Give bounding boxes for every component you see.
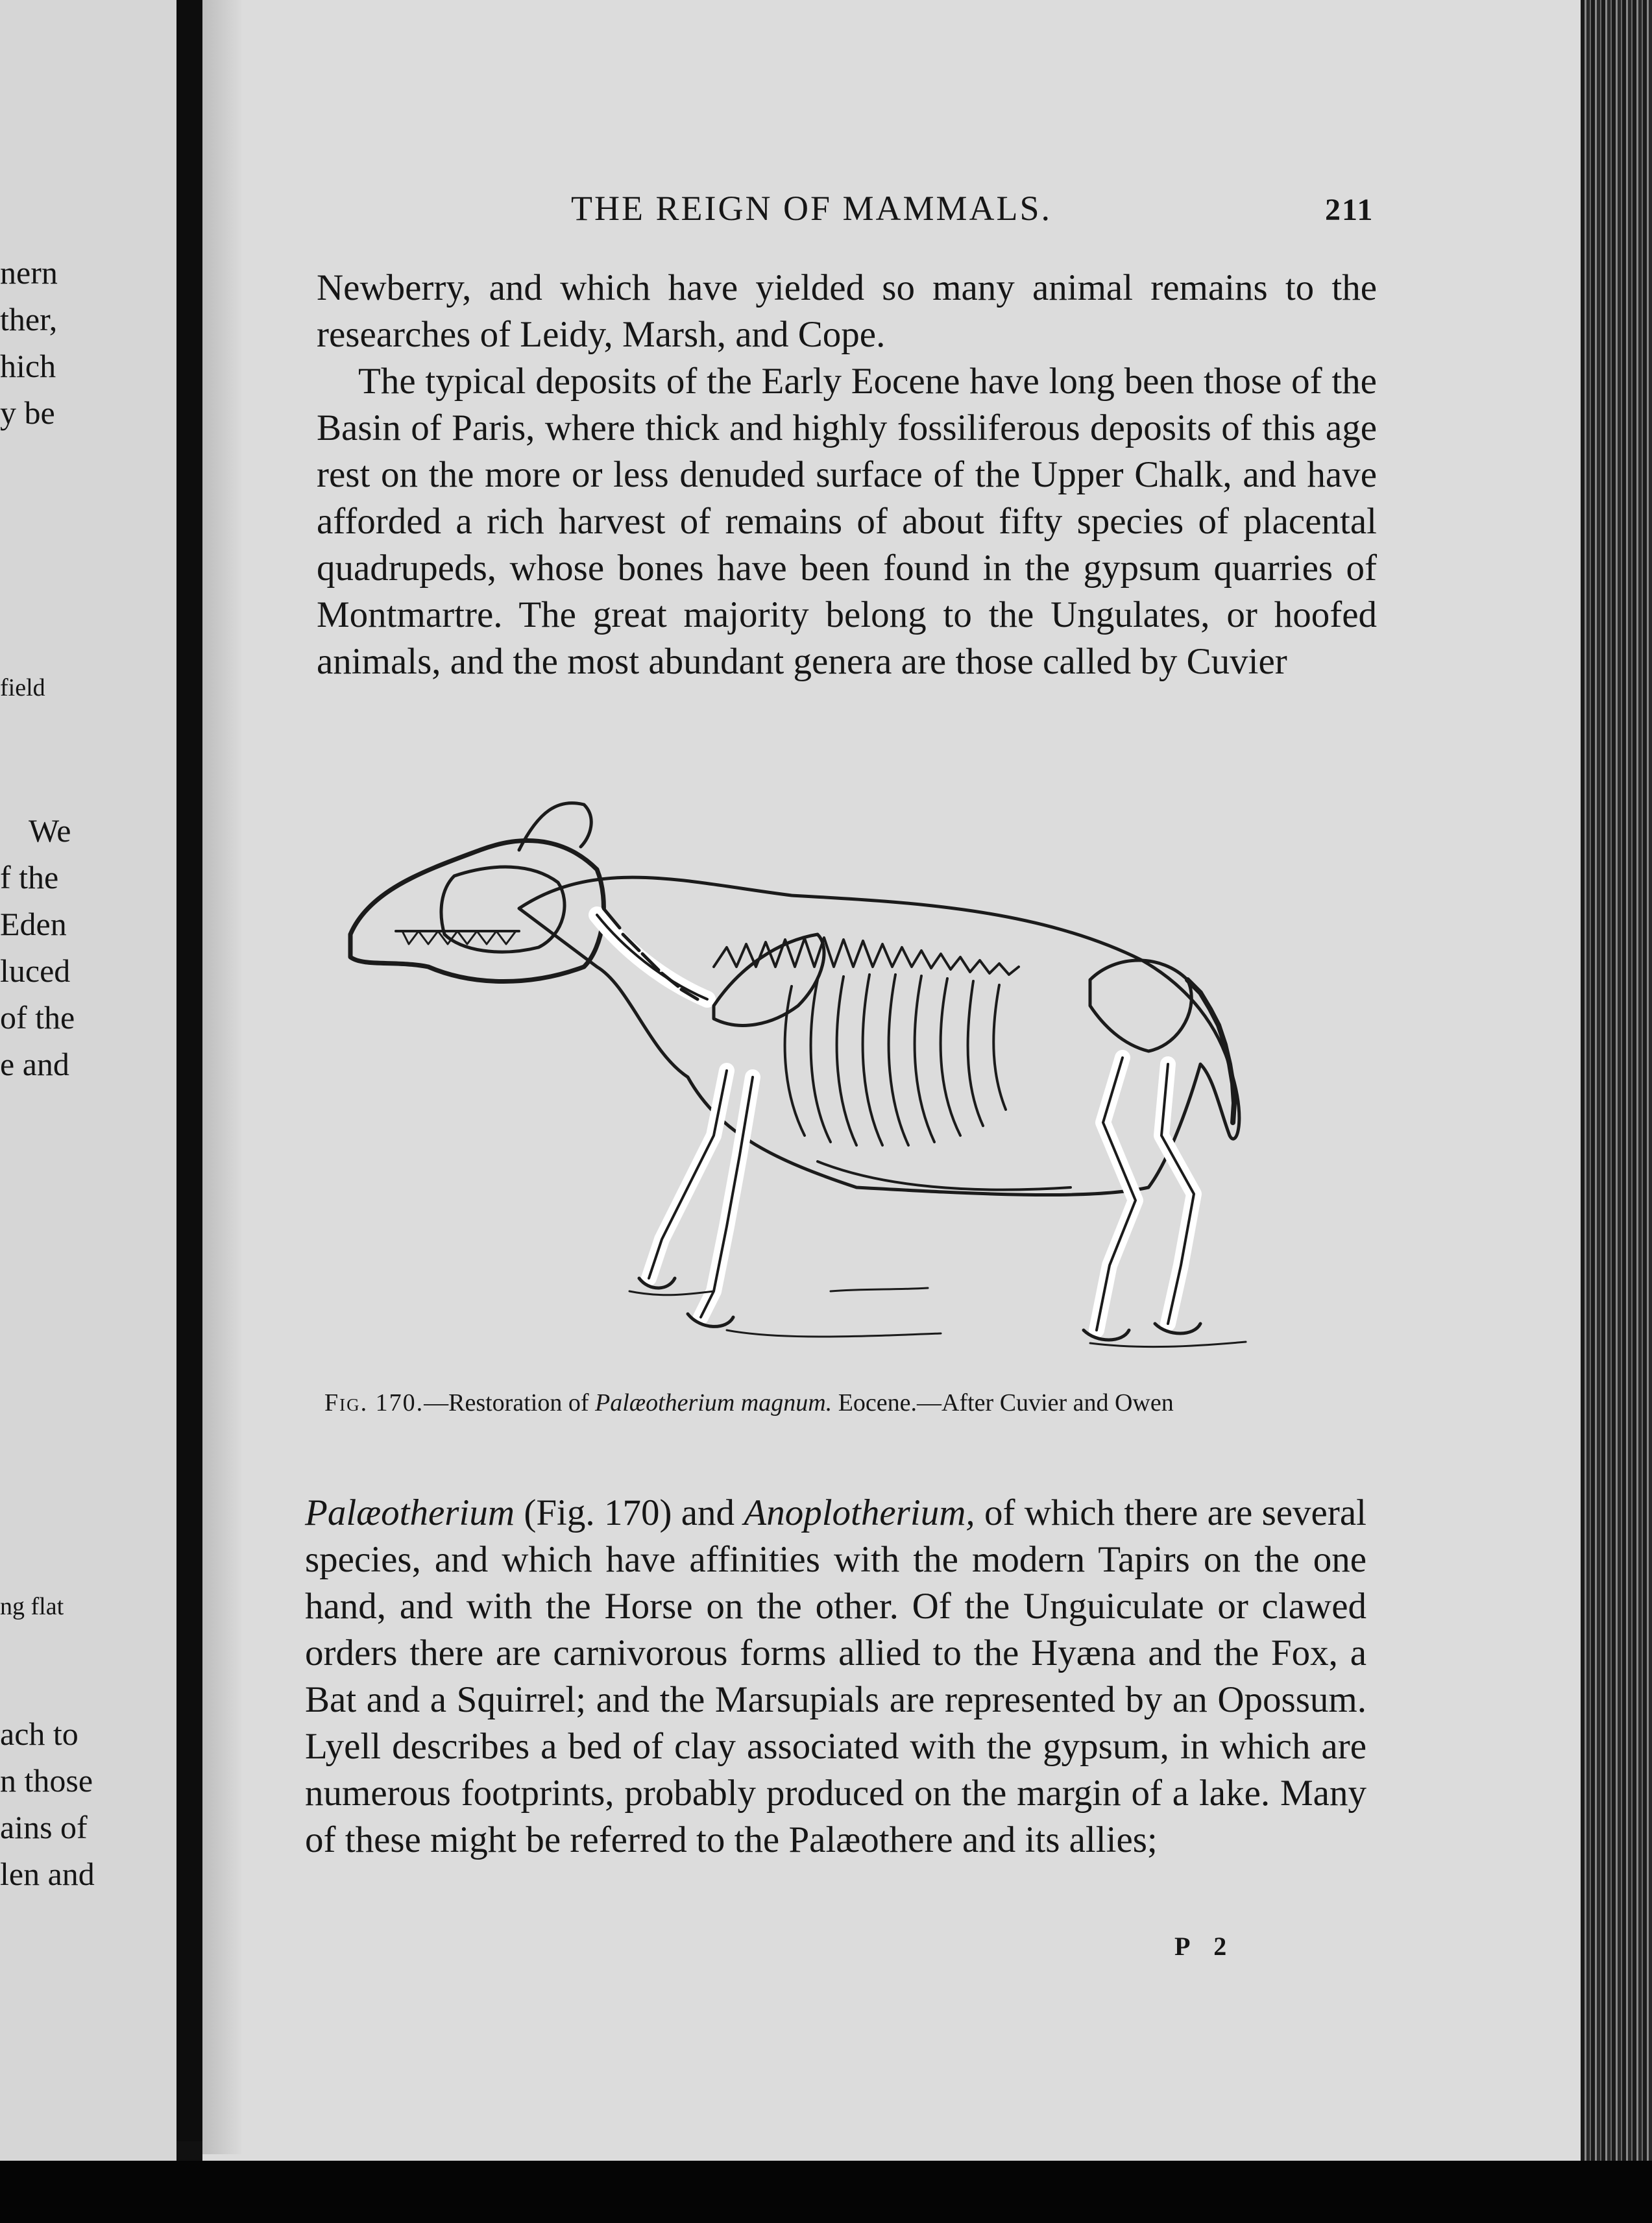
left-page [0, 0, 176, 2161]
figure-caption [324, 1389, 1363, 1417]
left-fragment: We [29, 812, 71, 849]
paragraph-1: Newberry, and which have yielded so many animal remains to the researches of Leidy, Marsh, and Cope. [317, 267, 1377, 355]
left-fragment: len and [0, 1856, 95, 1892]
page-edges [1581, 0, 1652, 2161]
signature-mark: P 2 [1174, 1932, 1236, 1961]
caption-label: Fig. 170. [324, 1389, 424, 1416]
left-fragment: ains of [0, 1809, 88, 1845]
left-fragment: luced [0, 953, 71, 989]
page-number: 211 [1325, 193, 1374, 227]
left-fragment: field [0, 674, 45, 701]
book-gutter [176, 0, 202, 2141]
paragraph-3-text: (Fig. 170) and [515, 1492, 744, 1533]
caption-source: Eocene.—After Cuvier and Owen [832, 1389, 1174, 1416]
paragraph-2: The typical deposits of the Early Eocene have long been those of the Basin of Paris, where thick and highly fossiliferous deposits of this age rest on the more or less denuded surface of the Upper Chalk, and have afforded a rich harvest of remains of about fifty species of placental quadrupeds, whose bones have been found in the gypsum quarries of Montmartre. The great majority belong to the Ungulates, or hoofed animals, and the most abundant genera are those called by Cuvier [317, 361, 1377, 682]
left-fragment: hich [0, 348, 56, 384]
left-fragment: y be [0, 395, 55, 431]
left-fragment: ther, [0, 301, 58, 337]
caption-text: —Restoration of [424, 1389, 595, 1416]
paragraph-3 [305, 1490, 1367, 1864]
left-fragment: of the [0, 999, 75, 1036]
gutter-shadow [202, 0, 241, 2154]
left-fragment: f the [0, 859, 59, 895]
left-fragment: n those [0, 1762, 93, 1799]
palaeotherium-skeleton-figure [324, 772, 1389, 1395]
scan-bottom-border [0, 2161, 1652, 2223]
genus-palaeotherium: Palæotherium [305, 1492, 515, 1533]
genus-anoplotherium: Anoplotherium, [744, 1492, 975, 1533]
left-fragment: Eden [0, 906, 67, 942]
left-fragment: ach to [0, 1716, 79, 1752]
left-fragment: e and [0, 1046, 69, 1082]
caption-species: Palæotherium magnum. [594, 1389, 832, 1416]
left-fragment: nern [0, 254, 58, 291]
left-fragment: ng flat [0, 1593, 64, 1620]
running-head: THE REIGN OF MAMMALS. [571, 189, 1052, 228]
paragraph-3-text: of which there are several species, and which have affinities with the modern Tapirs on the one hand, and with the Horse on the other. Of the Unguiculate or clawed orders there are carnivorous forms allied to the Hyæna and the Fox, a Bat and a Squirrel; and the Marsupials are represented by an Opossum. Lyell describes a bed of clay associated with the gypsum, in which are numerous footprints, probably produced on the margin of a lake. Many of these might be referred to the Palæothere and its allies; [305, 1492, 1367, 1860]
